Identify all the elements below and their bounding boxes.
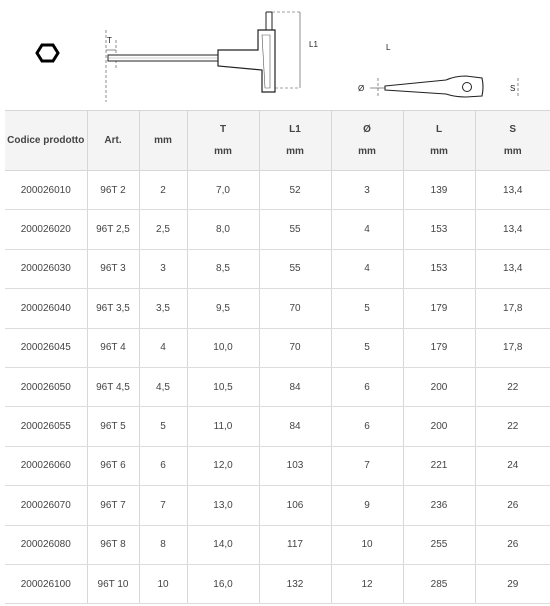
table-row	[5, 367, 550, 406]
cell-diameter: 4	[331, 210, 403, 249]
cell-diameter: 5	[331, 289, 403, 328]
cell-diameter: 12	[331, 564, 403, 603]
table-row	[5, 446, 550, 485]
cell-l1: 84	[259, 367, 331, 406]
cell-art: 96T 4	[87, 328, 139, 367]
cell-l1: 103	[259, 446, 331, 485]
cell-l: 179	[403, 328, 475, 367]
cell-t: 12,0	[187, 446, 259, 485]
cell-t: 11,0	[187, 407, 259, 446]
cell-mm: 10	[139, 564, 187, 603]
cell-diameter: 4	[331, 249, 403, 288]
cell-t: 14,0	[187, 525, 259, 564]
cell-product-code: 200026060	[5, 446, 87, 485]
cell-l1: 70	[259, 289, 331, 328]
cell-art: 96T 5	[87, 407, 139, 446]
cell-t: 8,5	[187, 249, 259, 288]
cell-l: 221	[403, 446, 475, 485]
cell-t: 7,0	[187, 171, 259, 210]
cell-l1: 55	[259, 249, 331, 288]
cell-art: 96T 2	[87, 171, 139, 210]
cell-mm: 7	[139, 486, 187, 525]
cell-product-code: 200026030	[5, 249, 87, 288]
cell-mm: 3,5	[139, 289, 187, 328]
cell-s: 24	[475, 446, 550, 485]
cell-l: 200	[403, 407, 475, 446]
cell-product-code: 200026080	[5, 525, 87, 564]
cell-l: 255	[403, 525, 475, 564]
cell-product-code: 200026070	[5, 486, 87, 525]
cell-art: 96T 3,5	[87, 289, 139, 328]
cell-mm: 4,5	[139, 367, 187, 406]
cell-s: 13,4	[475, 249, 550, 288]
dimension-t-label: T	[107, 36, 112, 45]
cell-l1: 55	[259, 210, 331, 249]
cell-mm: 2,5	[139, 210, 187, 249]
table-row	[5, 564, 550, 603]
cell-l: 139	[403, 171, 475, 210]
dimension-diameter-label: Ø	[358, 84, 365, 93]
cell-art: 96T 7	[87, 486, 139, 525]
cell-diameter: 6	[331, 367, 403, 406]
table-row	[5, 249, 550, 288]
cell-art: 96T 8	[87, 525, 139, 564]
cell-t: 16,0	[187, 564, 259, 603]
cell-l1: 52	[259, 171, 331, 210]
table-header-row	[5, 111, 550, 171]
product-table	[5, 110, 550, 604]
dimension-l-label: L	[386, 43, 391, 52]
cell-art: 96T 3	[87, 249, 139, 288]
cell-l1: 106	[259, 486, 331, 525]
cell-mm: 6	[139, 446, 187, 485]
header-mm: mm	[139, 111, 187, 171]
cell-product-code: 200026050	[5, 367, 87, 406]
cell-s: 22	[475, 367, 550, 406]
table-row	[5, 289, 550, 328]
header-l: L mm	[403, 111, 475, 171]
cell-s: 26	[475, 486, 550, 525]
cell-s: 13,4	[475, 171, 550, 210]
cell-l: 236	[403, 486, 475, 525]
table-row	[5, 210, 550, 249]
header-product-code: Codice prodotto	[5, 111, 87, 171]
cell-s: 29	[475, 564, 550, 603]
cell-mm: 4	[139, 328, 187, 367]
header-diameter: Ø mm	[331, 111, 403, 171]
cell-t: 10,5	[187, 367, 259, 406]
dimension-l1-label: L1	[309, 40, 318, 49]
cell-diameter: 7	[331, 446, 403, 485]
cell-s: 26	[475, 525, 550, 564]
table-row	[5, 171, 550, 210]
cell-diameter: 9	[331, 486, 403, 525]
table-row	[5, 525, 550, 564]
cell-product-code: 200026055	[5, 407, 87, 446]
table-row	[5, 328, 550, 367]
cell-t: 9,5	[187, 289, 259, 328]
cell-mm: 2	[139, 171, 187, 210]
cell-l: 179	[403, 289, 475, 328]
cell-diameter: 6	[331, 407, 403, 446]
header-art: Art.	[87, 111, 139, 171]
dimension-s-label: S	[510, 84, 516, 93]
cell-mm: 8	[139, 525, 187, 564]
cell-diameter: 5	[331, 328, 403, 367]
cell-mm: 3	[139, 249, 187, 288]
t-handle-wrench-drawing	[0, 0, 550, 108]
cell-t: 8,0	[187, 210, 259, 249]
cell-l1: 132	[259, 564, 331, 603]
cell-product-code: 200026020	[5, 210, 87, 249]
cell-product-code: 200026045	[5, 328, 87, 367]
cell-l: 153	[403, 249, 475, 288]
cell-diameter: 3	[331, 171, 403, 210]
cell-art: 96T 2,5	[87, 210, 139, 249]
cell-l: 153	[403, 210, 475, 249]
cell-t: 13,0	[187, 486, 259, 525]
cell-art: 96T 6	[87, 446, 139, 485]
cell-s: 13,4	[475, 210, 550, 249]
header-l1: L1 mm	[259, 111, 331, 171]
tool-diagram	[0, 0, 550, 108]
cell-diameter: 10	[331, 525, 403, 564]
cell-s: 17,8	[475, 328, 550, 367]
cell-t: 10,0	[187, 328, 259, 367]
cell-art: 96T 4,5	[87, 367, 139, 406]
cell-l: 285	[403, 564, 475, 603]
table-row	[5, 486, 550, 525]
cell-s: 17,8	[475, 289, 550, 328]
header-t: T mm	[187, 111, 259, 171]
product-table-container	[5, 110, 550, 604]
cell-l1: 70	[259, 328, 331, 367]
cell-product-code: 200026040	[5, 289, 87, 328]
cell-l1: 117	[259, 525, 331, 564]
cell-product-code: 200026010	[5, 171, 87, 210]
header-s: S mm	[475, 111, 550, 171]
cell-l1: 84	[259, 407, 331, 446]
cell-mm: 5	[139, 407, 187, 446]
cell-l: 200	[403, 367, 475, 406]
hexagon-icon	[37, 45, 58, 61]
cell-art: 96T 10	[87, 564, 139, 603]
cell-s: 22	[475, 407, 550, 446]
table-row	[5, 407, 550, 446]
cell-product-code: 200026100	[5, 564, 87, 603]
